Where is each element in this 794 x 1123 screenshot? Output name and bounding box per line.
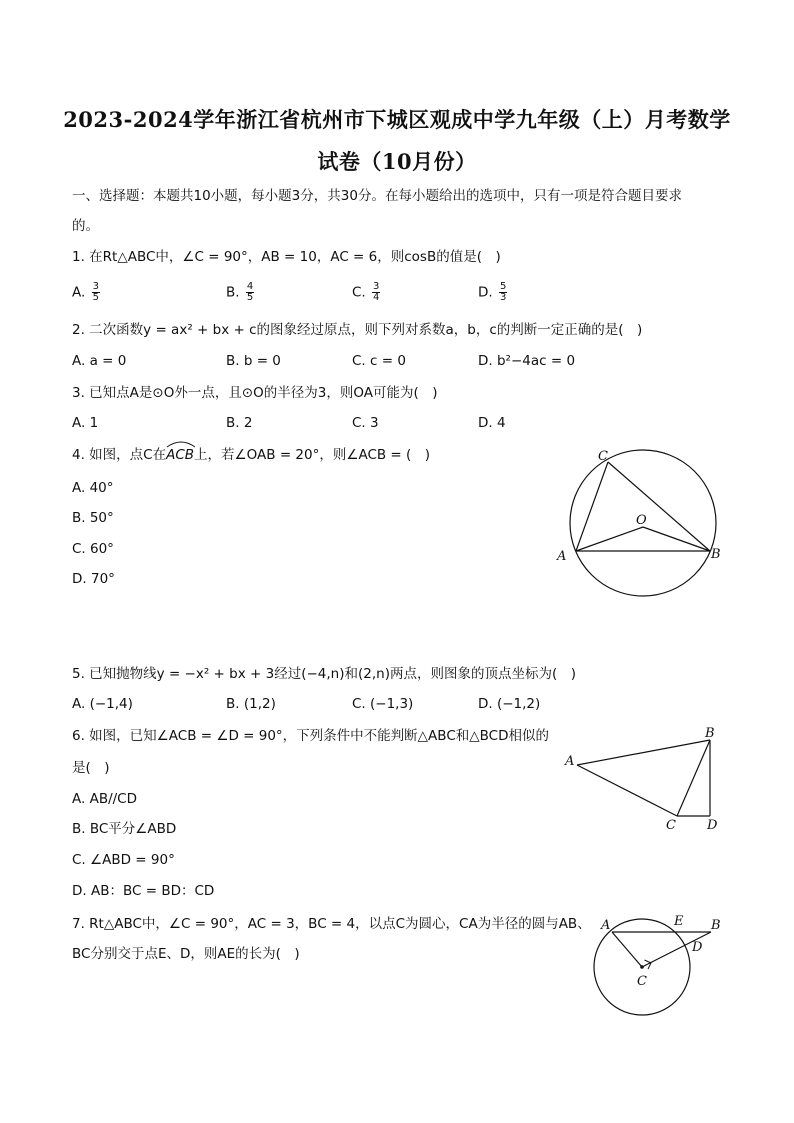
question-2-option-b: B. b = 0: [226, 353, 281, 369]
label-o: O: [636, 513, 647, 528]
section-heading-line2: 的。: [72, 218, 99, 234]
question-4-option-d: D. 70°: [72, 571, 115, 587]
label-b: B: [711, 547, 721, 562]
arc-acb-label: ACB: [166, 447, 195, 463]
label-c: C: [666, 818, 676, 833]
section-heading-line1: 一、选择题：本题共10小题，每小题3分，共30分。在每小题给出的选项中，只有一项是符合题目要求: [72, 188, 682, 204]
question-7-figure: [585, 905, 730, 1025]
question-6-stem-line2: 是( ): [72, 760, 110, 776]
fraction: [246, 282, 254, 303]
label-a: A: [601, 918, 611, 933]
question-5-option-a: A. (−1,4): [72, 696, 133, 712]
fraction: [372, 282, 380, 303]
question-2-option-c: C. c = 0: [352, 353, 406, 369]
question-1-stem: 1. 在Rt△ABC中，∠C = 90°，AB = 10，AC = 6，则cosB的值是( ): [72, 249, 501, 265]
option-label: B.: [226, 284, 240, 301]
question-6-option-c: C. ∠ABD = 90°: [72, 852, 175, 868]
question-4-stem-prefix: 4. 如图，点C在: [72, 447, 167, 463]
question-3-stem: 3. 已知点A是⊙O外一点，且⊙O的半径为3，则OA可能为( ): [72, 385, 438, 401]
question-2-option-d: D. b²−4ac = 0: [478, 353, 576, 369]
option-label: A.: [72, 284, 86, 301]
question-6-option-b: B. BC平分∠ABD: [72, 821, 177, 837]
question-3-option-b: B. 2: [226, 415, 253, 431]
numerator: 3: [92, 281, 99, 292]
label-b: B: [711, 918, 721, 933]
label-d: D: [692, 940, 703, 955]
question-6-option-a: A. AB//CD: [72, 791, 137, 807]
question-1-option-d: [478, 282, 507, 303]
exam-title-line1: 2023-2024学年浙江省杭州市下城区观成中学九年级（上）月考数学: [63, 107, 731, 132]
denominator: 4: [373, 292, 380, 303]
label-a: A: [557, 549, 567, 564]
question-6-figure: [560, 722, 730, 837]
segment-ac: [576, 462, 608, 551]
question-1-option-a: [72, 282, 100, 303]
denominator: 5: [246, 292, 254, 303]
segment-ob: [643, 527, 710, 551]
label-c: C: [598, 449, 608, 464]
segment-cb: [608, 462, 710, 551]
question-5-option-c: C. (−1,3): [352, 696, 414, 712]
numerator: 5: [499, 281, 507, 292]
question-3-option-d: D. 4: [478, 415, 506, 431]
numerator: 3: [373, 281, 380, 292]
exam-title-line2: 试卷（10月份）: [317, 149, 477, 174]
question-3-option-c: C. 3: [352, 415, 379, 431]
question-3-option-a: A. 1: [72, 415, 99, 431]
segment-ac: [577, 765, 677, 816]
question-4-option-b: B. 50°: [72, 510, 114, 526]
question-5-option-b: B. (1,2): [226, 696, 276, 712]
question-6-option-d: D. AB：BC = BD：CD: [72, 883, 215, 899]
arc-mark-icon: [166, 440, 196, 448]
arc-acb: [166, 446, 194, 464]
question-5-option-d: D. (−1,2): [478, 696, 541, 712]
segment-ao: [576, 527, 643, 551]
question-7-stem-line2: BC分别交于点E、D，则AE的长为( ): [72, 946, 300, 962]
question-1-option-c: [352, 282, 380, 303]
option-label: D.: [478, 284, 493, 301]
question-5-stem: 5. 已知抛物线y = −x² + bx + 3经过(−4,n)和(2,n)两点，则图象的顶点坐标为( ): [72, 666, 576, 682]
segment-cb: [677, 740, 710, 816]
question-6-stem-line1: 6. 如图，已知∠ACB = ∠D = 90°，下列条件中不能判断△ABC和△BCD相似的: [72, 728, 549, 744]
question-4-figure: [550, 440, 730, 605]
question-2-option-a: A. a = 0: [72, 353, 127, 369]
question-4-option-a: A. 40°: [72, 480, 114, 496]
question-4-option-c: C. 60°: [72, 541, 114, 557]
denominator: 3: [499, 292, 507, 303]
numerator: 4: [246, 281, 254, 292]
label-e: E: [674, 914, 684, 929]
question-2-stem: 2. 二次函数y = ax² + bx + c的图象经过原点，则下列对系数a，b，c的判断一定正确的是( ): [72, 322, 643, 338]
label-c: C: [637, 974, 647, 989]
fraction: [92, 282, 100, 303]
segment-ab: [577, 740, 710, 765]
label-d: D: [707, 818, 718, 833]
label-a: A: [565, 754, 575, 769]
denominator: 5: [92, 292, 99, 303]
option-label: C.: [352, 284, 366, 301]
question-4-stem: [72, 446, 430, 464]
segment-ac: [612, 932, 642, 967]
question-7-stem-line1: 7. Rt△ABC中，∠C = 90°，AC = 3，BC = 4，以点C为圆心，CA为半径的圆与AB、: [72, 916, 591, 932]
label-b: B: [705, 726, 715, 741]
question-4-stem-suffix: 上，若∠OAB = 20°，则∠ACB = ( ): [194, 447, 431, 463]
center-point-c: [640, 965, 644, 969]
fraction: [499, 282, 507, 303]
question-1-option-b: [226, 282, 254, 303]
